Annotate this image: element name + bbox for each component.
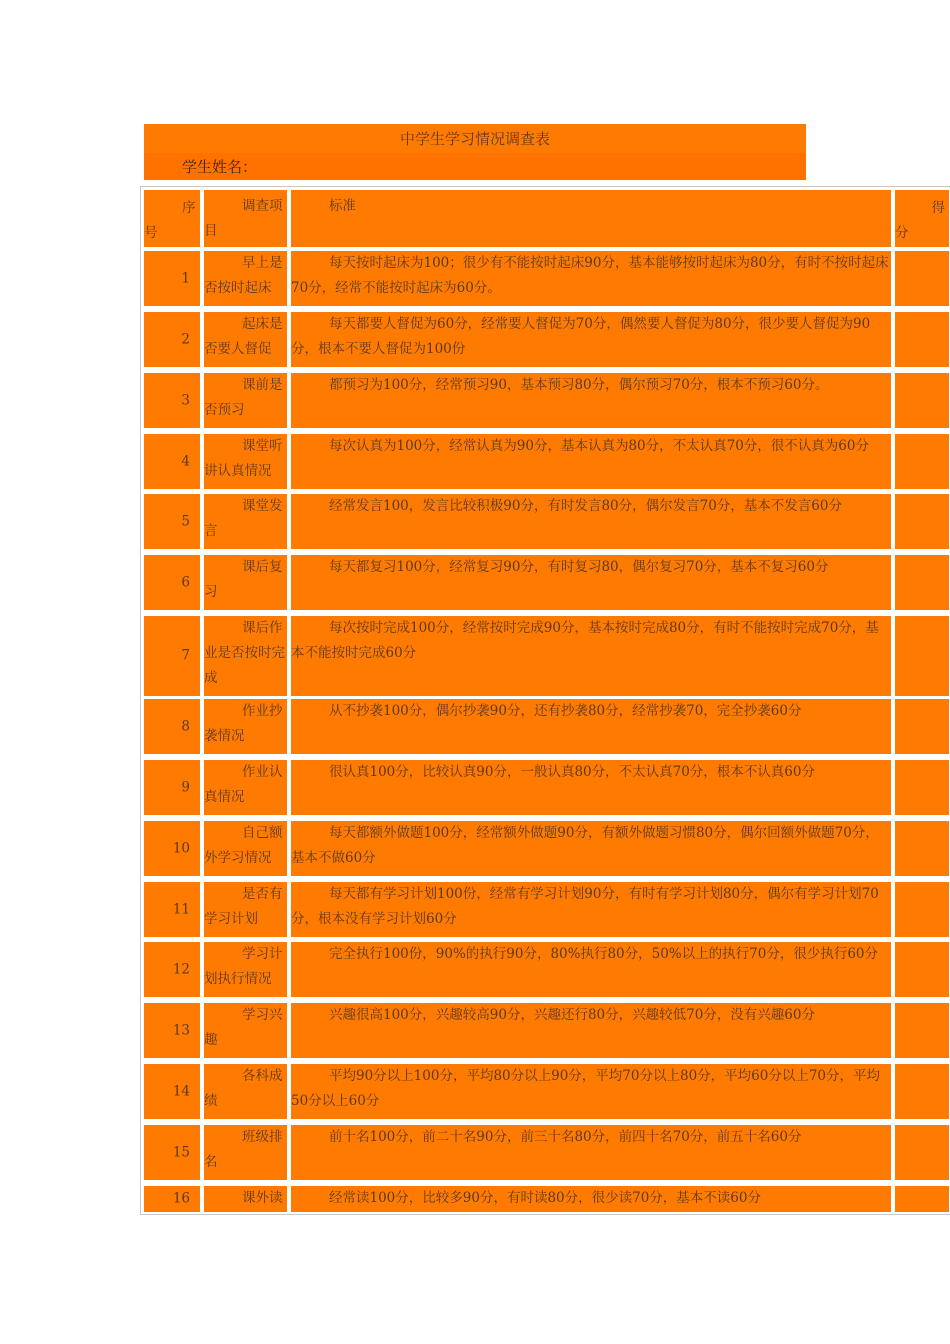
header-standard-text: 标准: [329, 198, 356, 214]
row-standard-cell: [291, 312, 891, 367]
row-item-cell: [204, 312, 287, 367]
row-no-cell: [144, 882, 200, 937]
header-no-text-a: 序: [182, 200, 196, 216]
row-standard: 每次按时完成100分，经常按时完成90分，基本按时完成80分，有时不能按时完成70分，基本不能按时完成60分: [291, 620, 879, 661]
row-score-cell[interactable]: [895, 1125, 949, 1180]
row-item: 各科成绩: [204, 1068, 283, 1109]
page-title: 中学生学习情况调查表: [399, 130, 550, 148]
row-standard-cell: [291, 616, 891, 696]
row-score-cell[interactable]: [895, 1003, 949, 1058]
table-row: [144, 1125, 949, 1180]
row-score-cell[interactable]: [895, 1186, 949, 1212]
row-standard: 每天都要人督促为60分，经常要人督促为70分，偶然要人督促为80分，很少要人督促为90分，根本不要人督促为100份: [291, 316, 871, 357]
table-row: [144, 1003, 949, 1058]
row-no: 15: [172, 1144, 190, 1160]
row-item: 课后作业是否按时完成: [204, 620, 285, 686]
table-row: [144, 434, 949, 489]
table-row: [144, 494, 949, 549]
table-row: [144, 312, 949, 367]
row-score-cell[interactable]: [895, 434, 949, 489]
row-standard: 每天都有学习计划100份，经常有学习计划90分，有时有学习计划80分，偶尔有学习计划70分，根本没有学习计划60分: [291, 886, 879, 927]
row-standard: 经常发言100，发言比较积极90分，有时发言80分，偶尔发言70分，基本不发言60分: [329, 498, 842, 514]
row-score-cell[interactable]: [895, 494, 949, 549]
row-no-cell: [144, 251, 200, 306]
row-standard-cell: [291, 251, 891, 306]
row-no-cell: [144, 1064, 200, 1119]
row-no: 8: [181, 718, 190, 734]
row-score-cell[interactable]: [895, 821, 949, 876]
header-score-text-b: 分: [895, 225, 909, 241]
table-row: [144, 555, 949, 610]
row-item-cell: [204, 494, 287, 549]
survey-table: [140, 186, 950, 1215]
row-standard: 经常读100分，比较多90分，有时读80分，很少读70分，基本不读60分: [329, 1190, 761, 1206]
row-no: 3: [181, 392, 190, 408]
row-standard-cell: [291, 821, 891, 876]
row-item-cell: [204, 760, 287, 815]
row-standard: 前十名100分，前二十名90分，前三十名80分，前四十名70分，前五十名60分: [329, 1129, 802, 1145]
row-item: 课堂听讲认真情况: [204, 438, 283, 479]
row-no-cell: [144, 1125, 200, 1180]
row-item-cell: [204, 434, 287, 489]
header-standard: [291, 190, 891, 247]
row-no-cell: [144, 699, 200, 754]
row-score-cell[interactable]: [895, 882, 949, 937]
row-item-cell: [204, 942, 287, 997]
row-no: 1: [181, 270, 190, 286]
row-no-cell: [144, 434, 200, 489]
row-item-cell: [204, 616, 287, 696]
header-score: [895, 190, 949, 247]
row-item: 作业抄袭情况: [204, 703, 283, 744]
row-item-cell: [204, 821, 287, 876]
table-row: [144, 821, 949, 876]
student-name-label: 学生姓名：: [182, 158, 258, 176]
table-row: [144, 1064, 949, 1119]
table-row: [144, 1186, 949, 1212]
header-no: [144, 190, 200, 247]
row-no-cell: [144, 373, 200, 428]
row-standard: 每次认真为100分，经常认真为90分，基本认真为80分，不太认真70分，很不认真为60分: [329, 438, 869, 454]
row-item-cell: [204, 1186, 287, 1212]
header-item: [204, 190, 287, 247]
row-standard-cell: [291, 555, 891, 610]
row-score-cell[interactable]: [895, 1064, 949, 1119]
row-score-cell[interactable]: [895, 555, 949, 610]
row-standard-cell: [291, 882, 891, 937]
row-standard-cell: [291, 1064, 891, 1119]
table-row: [144, 699, 949, 754]
survey-header: [144, 124, 806, 180]
row-standard-cell: [291, 1125, 891, 1180]
student-name-row: [144, 153, 806, 180]
row-standard: 完全执行100份，90%的执行90分，80%执行80分，50%以上的执行70分，很少执行60分: [329, 946, 878, 962]
row-no-cell: [144, 760, 200, 815]
row-no: 9: [181, 779, 190, 795]
row-no-cell: [144, 616, 200, 696]
row-standard-cell: [291, 1003, 891, 1058]
row-item: 早上是否按时起床: [204, 255, 283, 296]
row-item: 作业认真情况: [204, 764, 283, 805]
row-item-cell: [204, 1125, 287, 1180]
row-score-cell[interactable]: [895, 616, 949, 696]
row-no: 7: [181, 647, 190, 664]
row-standard-cell: [291, 434, 891, 489]
row-no-cell: [144, 312, 200, 367]
row-item: 课外读: [242, 1190, 283, 1206]
row-no: 6: [181, 574, 190, 590]
row-standard: 每天都额外做题100分，经常额外做题90分，有额外做题习惯80分，偶尔回额外做题70分，基本不做60分: [291, 825, 879, 866]
row-item-cell: [204, 1003, 287, 1058]
row-score-cell[interactable]: [895, 373, 949, 428]
table-row: [144, 616, 949, 696]
row-standard-cell: [291, 373, 891, 428]
table-row: [144, 882, 949, 937]
row-standard: 都预习为100分，经常预习90，基本预习80分，偶尔预习70分，根本不预习60分。: [329, 377, 829, 393]
row-item-cell: [204, 1064, 287, 1119]
row-item: 课前是否预习: [204, 377, 283, 418]
row-standard-cell: [291, 699, 891, 754]
row-item: 起床是否要人督促: [204, 316, 283, 357]
row-item-cell: [204, 882, 287, 937]
row-standard: 很认真100分，比较认真90分，一般认真80分，不太认真70分，根本不认真60分: [329, 764, 815, 780]
table-row: [144, 373, 949, 428]
row-no: 5: [181, 513, 190, 529]
table-row: [144, 942, 949, 997]
row-no: 16: [172, 1190, 190, 1207]
row-item-cell: [204, 699, 287, 754]
row-item: 课堂发言: [204, 498, 283, 539]
row-standard-cell: [291, 760, 891, 815]
row-item-cell: [204, 555, 287, 610]
row-no: 13: [172, 1022, 190, 1038]
row-no: 12: [172, 961, 190, 977]
row-score-cell[interactable]: [895, 312, 949, 367]
row-item-cell: [204, 251, 287, 306]
row-standard: 每天都复习100分，经常复习90分，有时复习80，偶尔复习70分，基本不复习60分: [329, 559, 829, 575]
row-standard-cell: [291, 494, 891, 549]
row-item: 学习计划执行情况: [204, 946, 283, 987]
header-item-text: 调查项目: [204, 198, 283, 239]
row-no: 10: [172, 840, 190, 856]
row-no-cell: [144, 821, 200, 876]
table-header-row: [144, 190, 949, 247]
row-item: 课后复习: [204, 559, 283, 600]
header-score-text-a: 得: [931, 200, 945, 216]
table-row: [144, 760, 949, 815]
row-score-cell[interactable]: [895, 760, 949, 815]
row-no-cell: [144, 494, 200, 549]
row-item: 学习兴趣: [204, 1007, 283, 1048]
row-no: 2: [181, 331, 190, 347]
row-score-cell[interactable]: [895, 942, 949, 997]
row-standard-cell: [291, 1186, 891, 1212]
row-item-cell: [204, 373, 287, 428]
row-no-cell: [144, 1003, 200, 1058]
row-standard: 每天按时起床为100；很少有不能按时起床90分，基本能够按时起床为80分，有时不按时起床70分，经常不能按时起床为60分。: [291, 255, 889, 296]
header-no-text-b: 号: [144, 225, 158, 241]
row-item: 班级排名: [204, 1129, 283, 1170]
row-score-cell[interactable]: [895, 251, 949, 306]
table-row: [144, 251, 949, 306]
row-no: 14: [172, 1083, 190, 1099]
row-standard-cell: [291, 942, 891, 997]
row-standard: 从不抄袭100分，偶尔抄袭90分，还有抄袭80分，经常抄袭70，完全抄袭60分: [329, 703, 802, 719]
row-standard: 平均90分以上100分，平均80分以上90分，平均70分以上80分，平均60分以上70分，平均50分以上60分: [291, 1068, 881, 1109]
row-no-cell: [144, 555, 200, 610]
row-no: 11: [172, 901, 190, 917]
row-no-cell: [144, 1186, 200, 1212]
row-no-cell: [144, 942, 200, 997]
row-item: 是否有学习计划: [204, 886, 283, 927]
row-score-cell[interactable]: [895, 699, 949, 754]
row-no: 4: [181, 453, 190, 469]
row-item: 自己额外学习情况: [204, 825, 283, 866]
row-standard: 兴趣很高100分，兴趣较高90分，兴趣还行80分，兴趣较低70分，没有兴趣60分: [329, 1007, 815, 1023]
